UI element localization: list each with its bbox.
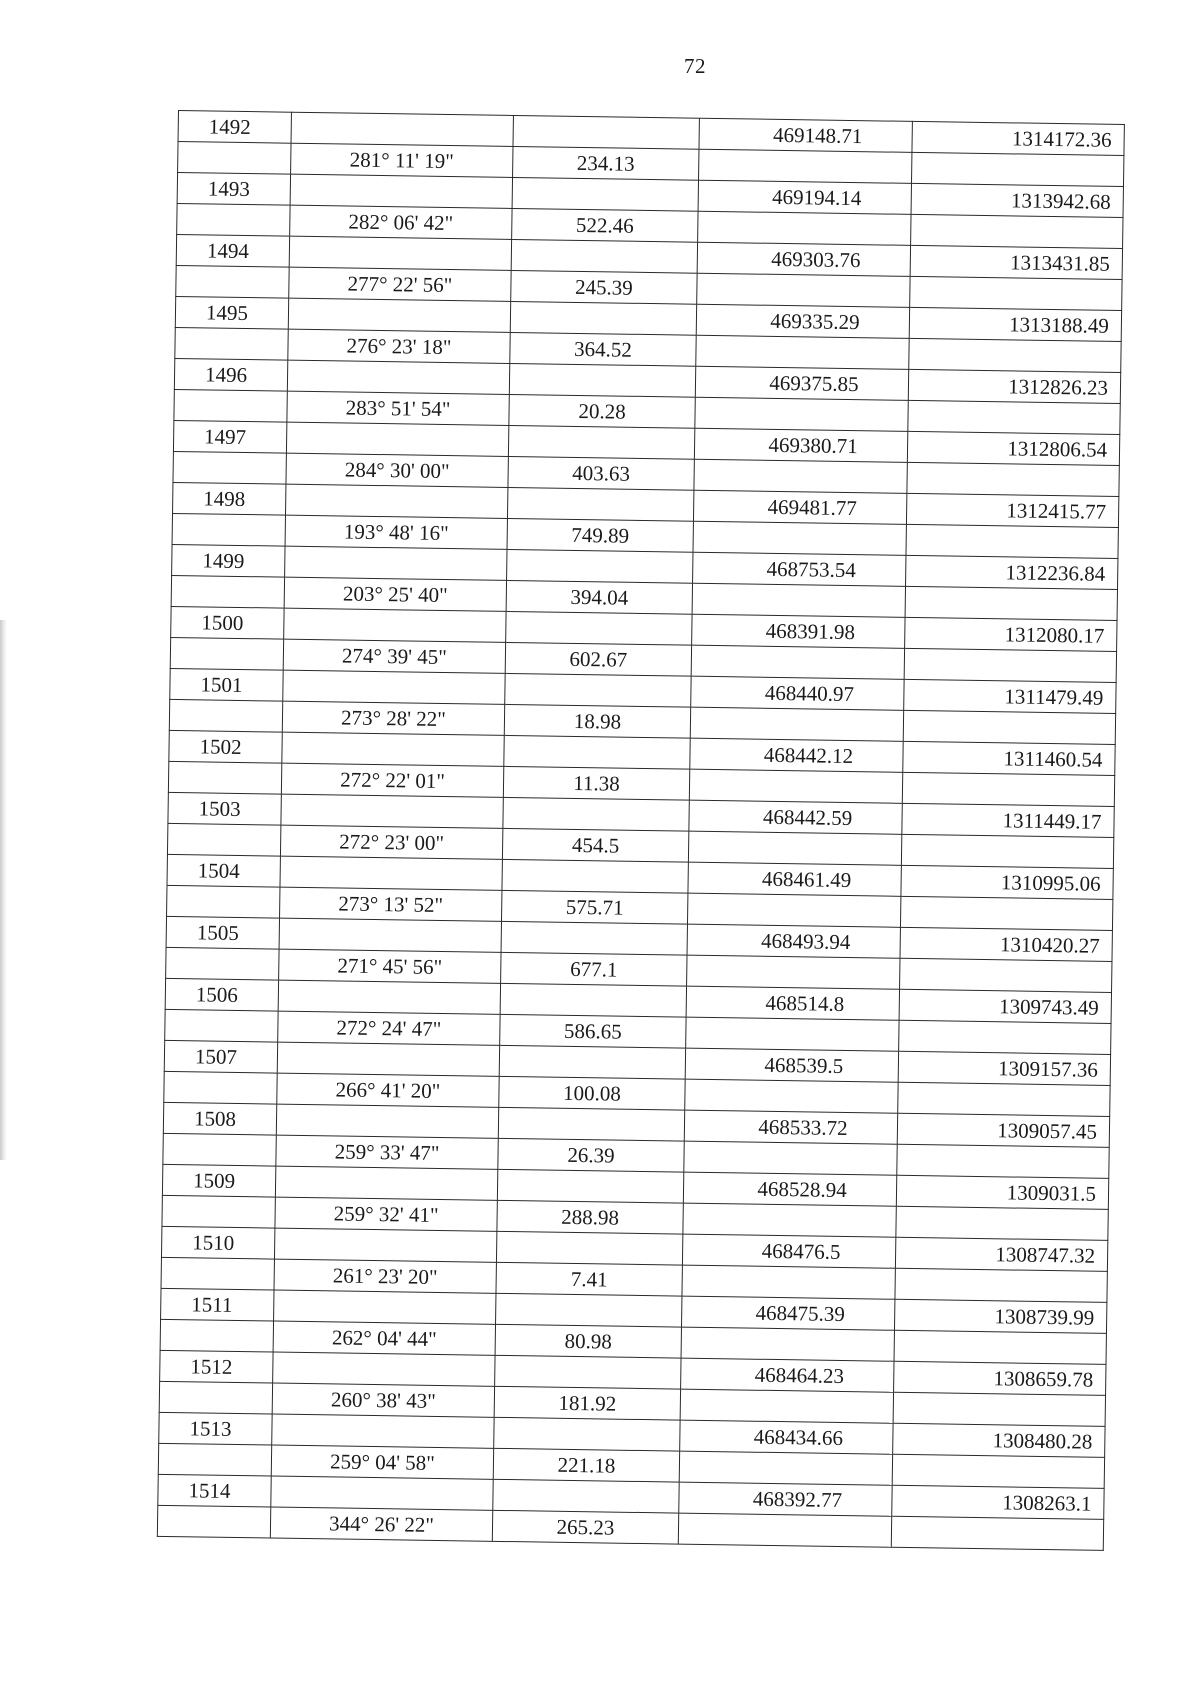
empty-cell bbox=[680, 1389, 893, 1423]
empty-cell bbox=[692, 583, 905, 617]
empty-cell bbox=[288, 298, 510, 332]
empty-cell bbox=[683, 1203, 896, 1237]
station-cell: 1509 bbox=[162, 1164, 275, 1197]
bearing-cell: 277° 22' 56" bbox=[289, 267, 511, 301]
empty-cell bbox=[278, 980, 500, 1014]
empty-cell bbox=[896, 1206, 1108, 1240]
empty-cell bbox=[907, 462, 1119, 496]
distance-cell: 749.89 bbox=[507, 518, 693, 552]
bearing-cell: 259° 33' 47" bbox=[276, 1135, 498, 1169]
northing-cell: 1313188.49 bbox=[909, 307, 1121, 341]
empty-cell bbox=[686, 1017, 899, 1051]
easting-cell: 468442.12 bbox=[690, 738, 903, 772]
empty-cell bbox=[500, 983, 686, 1017]
empty-cell bbox=[174, 389, 287, 422]
empty-cell bbox=[678, 1513, 891, 1547]
easting-cell: 468461.49 bbox=[688, 862, 901, 896]
empty-cell bbox=[172, 513, 285, 546]
empty-cell bbox=[173, 451, 286, 484]
bearing-cell: 193° 48' 16" bbox=[285, 515, 507, 549]
distance-cell: 181.92 bbox=[494, 1386, 680, 1420]
empty-cell bbox=[905, 586, 1117, 620]
empty-cell bbox=[501, 921, 687, 955]
empty-cell bbox=[689, 769, 902, 803]
empty-cell bbox=[497, 1169, 683, 1203]
empty-cell bbox=[695, 397, 908, 431]
empty-cell bbox=[694, 459, 907, 493]
easting-cell: 468476.5 bbox=[682, 1234, 895, 1268]
empty-cell bbox=[285, 546, 507, 580]
empty-cell bbox=[281, 794, 503, 828]
empty-cell bbox=[693, 521, 906, 555]
station-cell: 1511 bbox=[161, 1288, 274, 1321]
empty-cell bbox=[289, 236, 511, 270]
bearing-cell: 283° 51' 54" bbox=[287, 391, 509, 425]
distance-cell: 575.71 bbox=[501, 890, 687, 924]
distance-cell: 7.41 bbox=[496, 1262, 682, 1296]
bearing-cell: 284° 30' 00" bbox=[286, 453, 508, 487]
empty-cell bbox=[498, 1107, 684, 1141]
bearing-cell: 272° 24' 47" bbox=[278, 1011, 500, 1045]
empty-cell bbox=[510, 301, 696, 335]
empty-cell bbox=[158, 1443, 271, 1476]
empty-cell bbox=[282, 732, 504, 766]
station-cell: 1513 bbox=[159, 1412, 272, 1445]
bearing-cell: 282° 06' 42" bbox=[290, 205, 512, 239]
northing-cell: 1312415.77 bbox=[906, 493, 1118, 527]
empty-cell bbox=[895, 1268, 1107, 1302]
northing-cell: 1313431.85 bbox=[910, 245, 1122, 279]
station-cell: 1504 bbox=[167, 854, 280, 887]
scan-edge-shadow bbox=[0, 620, 7, 1160]
distance-cell: 80.98 bbox=[495, 1324, 681, 1358]
distance-cell: 602.67 bbox=[505, 642, 691, 676]
empty-cell bbox=[684, 1141, 897, 1175]
easting-cell: 468528.94 bbox=[683, 1172, 896, 1206]
easting-cell: 468539.5 bbox=[685, 1048, 898, 1082]
empty-cell bbox=[892, 1454, 1104, 1488]
empty-cell bbox=[507, 487, 693, 521]
bearing-cell: 274° 39' 45" bbox=[283, 639, 505, 673]
empty-cell bbox=[900, 896, 1112, 930]
empty-cell bbox=[272, 1414, 494, 1448]
easting-cell: 468391.98 bbox=[692, 614, 905, 648]
empty-cell bbox=[177, 203, 290, 236]
empty-cell bbox=[274, 1290, 496, 1324]
empty-cell bbox=[679, 1451, 892, 1485]
survey-table-container bbox=[157, 110, 1124, 1551]
empty-cell bbox=[495, 1355, 681, 1389]
empty-cell bbox=[894, 1330, 1106, 1364]
easting-cell: 468442.59 bbox=[689, 800, 902, 834]
easting-cell: 469380.71 bbox=[694, 428, 907, 462]
empty-cell bbox=[508, 425, 694, 459]
empty-cell bbox=[161, 1257, 274, 1290]
empty-cell bbox=[688, 831, 901, 865]
easting-cell: 469481.77 bbox=[693, 490, 906, 524]
empty-cell bbox=[284, 608, 506, 642]
empty-cell bbox=[698, 211, 911, 245]
bearing-cell: 266° 41' 20" bbox=[277, 1073, 499, 1107]
station-cell: 1502 bbox=[169, 730, 282, 763]
northing-cell: 1309031.5 bbox=[896, 1175, 1108, 1209]
northing-cell: 1311460.54 bbox=[903, 741, 1115, 775]
empty-cell bbox=[697, 273, 910, 307]
distance-cell: 26.39 bbox=[498, 1138, 684, 1172]
empty-cell bbox=[906, 524, 1118, 558]
empty-cell bbox=[903, 710, 1115, 744]
empty-cell bbox=[164, 1071, 277, 1104]
station-cell: 1494 bbox=[176, 234, 289, 267]
easting-cell: 468392.77 bbox=[679, 1482, 892, 1516]
bearing-cell: 272° 23' 00" bbox=[280, 825, 502, 859]
survey-coordinate-table bbox=[157, 110, 1125, 1551]
easting-cell: 468514.8 bbox=[686, 986, 899, 1020]
bearing-cell: 273° 28' 22" bbox=[282, 701, 504, 735]
station-cell: 1492 bbox=[178, 111, 291, 144]
bearing-cell: 273° 13' 52" bbox=[280, 887, 502, 921]
empty-cell bbox=[682, 1265, 895, 1299]
bearing-cell: 261° 23' 20" bbox=[274, 1259, 496, 1293]
empty-cell bbox=[505, 673, 691, 707]
empty-cell bbox=[507, 549, 693, 583]
distance-cell: 11.38 bbox=[503, 766, 689, 800]
empty-cell bbox=[496, 1293, 682, 1327]
northing-cell: 1308480.28 bbox=[893, 1423, 1105, 1457]
empty-cell bbox=[162, 1195, 275, 1228]
northing-cell: 1310995.06 bbox=[901, 865, 1113, 899]
distance-cell: 522.46 bbox=[512, 208, 698, 242]
empty-cell bbox=[908, 400, 1120, 434]
empty-cell bbox=[509, 363, 695, 397]
empty-cell bbox=[900, 958, 1112, 992]
station-cell: 1496 bbox=[174, 358, 287, 391]
northing-cell: 1312806.54 bbox=[907, 431, 1119, 465]
station-cell: 1500 bbox=[171, 606, 284, 639]
empty-cell bbox=[506, 611, 692, 645]
bearing-cell: 259° 32' 41" bbox=[275, 1197, 497, 1231]
distance-cell: 234.13 bbox=[513, 146, 699, 180]
empty-cell bbox=[274, 1228, 496, 1262]
empty-cell bbox=[901, 834, 1113, 868]
empty-cell bbox=[696, 335, 909, 369]
empty-cell bbox=[157, 1505, 270, 1538]
northing-cell: 1314172.36 bbox=[912, 121, 1124, 155]
northing-cell: 1308739.99 bbox=[894, 1299, 1106, 1333]
northing-cell: 1311449.17 bbox=[902, 803, 1114, 837]
empty-cell bbox=[167, 885, 280, 918]
bearing-cell: 281° 11' 19" bbox=[291, 143, 513, 177]
distance-cell: 586.65 bbox=[500, 1014, 686, 1048]
easting-cell: 468533.72 bbox=[684, 1110, 897, 1144]
empty-cell bbox=[170, 637, 283, 670]
easting-cell: 468475.39 bbox=[682, 1296, 895, 1330]
bearing-cell: 271° 45' 56" bbox=[279, 949, 501, 983]
northing-cell: 1309057.45 bbox=[897, 1113, 1109, 1147]
empty-cell bbox=[691, 645, 904, 679]
empty-cell bbox=[165, 1009, 278, 1042]
station-cell: 1514 bbox=[158, 1474, 271, 1507]
empty-cell bbox=[504, 735, 690, 769]
bearing-cell: 260° 38' 43" bbox=[272, 1383, 494, 1417]
station-cell: 1495 bbox=[175, 296, 288, 329]
distance-cell: 18.98 bbox=[504, 704, 690, 738]
empty-cell bbox=[496, 1231, 682, 1265]
bearing-cell: 259° 04' 58" bbox=[271, 1445, 493, 1479]
empty-cell bbox=[171, 575, 284, 608]
empty-cell bbox=[273, 1352, 495, 1386]
distance-cell: 265.23 bbox=[492, 1510, 678, 1544]
easting-cell: 468753.54 bbox=[693, 552, 906, 586]
empty-cell bbox=[891, 1516, 1103, 1550]
empty-cell bbox=[159, 1381, 272, 1414]
empty-cell bbox=[160, 1319, 273, 1352]
station-cell: 1497 bbox=[173, 420, 286, 453]
distance-cell: 288.98 bbox=[497, 1200, 683, 1234]
northing-cell: 1308747.32 bbox=[895, 1237, 1107, 1271]
easting-cell: 469194.14 bbox=[698, 180, 911, 214]
station-cell: 1506 bbox=[165, 978, 278, 1011]
station-cell: 1493 bbox=[177, 173, 290, 206]
bearing-cell: 344° 26' 22" bbox=[270, 1507, 492, 1541]
bearing-cell: 262° 04' 44" bbox=[273, 1321, 495, 1355]
bearing-cell: 203° 25' 40" bbox=[284, 577, 506, 611]
empty-cell bbox=[283, 670, 505, 704]
northing-cell: 1313942.68 bbox=[911, 183, 1123, 217]
empty-cell bbox=[275, 1166, 497, 1200]
northing-cell: 1308263.1 bbox=[892, 1485, 1104, 1519]
empty-cell bbox=[502, 859, 688, 893]
distance-cell: 403.63 bbox=[508, 456, 694, 490]
bearing-cell: 276° 23' 18" bbox=[288, 329, 510, 363]
empty-cell bbox=[178, 142, 291, 175]
empty-cell bbox=[699, 149, 912, 183]
empty-cell bbox=[279, 918, 501, 952]
empty-cell bbox=[163, 1133, 276, 1166]
empty-cell bbox=[690, 707, 903, 741]
distance-cell: 100.08 bbox=[499, 1076, 685, 1110]
empty-cell bbox=[280, 856, 502, 890]
empty-cell bbox=[910, 276, 1122, 310]
empty-cell bbox=[291, 112, 513, 146]
northing-cell: 1310420.27 bbox=[900, 927, 1112, 961]
empty-cell bbox=[685, 1079, 898, 1113]
empty-cell bbox=[899, 1020, 1111, 1054]
empty-cell bbox=[271, 1476, 493, 1510]
empty-cell bbox=[687, 893, 900, 927]
empty-cell bbox=[175, 327, 288, 360]
empty-cell bbox=[911, 152, 1123, 186]
easting-cell: 468493.94 bbox=[687, 924, 900, 958]
northing-cell: 1309743.49 bbox=[899, 989, 1111, 1023]
empty-cell bbox=[287, 360, 509, 394]
empty-cell bbox=[277, 1042, 499, 1076]
northing-cell: 1312826.23 bbox=[908, 369, 1120, 403]
empty-cell bbox=[166, 947, 279, 980]
northing-cell: 1312080.17 bbox=[905, 617, 1117, 651]
station-cell: 1512 bbox=[160, 1350, 273, 1383]
empty-cell bbox=[494, 1417, 680, 1451]
station-cell: 1510 bbox=[161, 1226, 274, 1259]
northing-cell: 1309157.36 bbox=[898, 1051, 1110, 1085]
easting-cell: 468440.97 bbox=[691, 676, 904, 710]
distance-cell: 245.39 bbox=[511, 270, 697, 304]
easting-cell: 469375.85 bbox=[695, 366, 908, 400]
empty-cell bbox=[681, 1327, 894, 1361]
easting-cell: 468434.66 bbox=[680, 1420, 893, 1454]
station-cell: 1508 bbox=[163, 1102, 276, 1135]
empty-cell bbox=[909, 338, 1121, 372]
empty-cell bbox=[276, 1104, 498, 1138]
empty-cell bbox=[512, 177, 698, 211]
station-cell: 1498 bbox=[173, 482, 286, 515]
distance-cell: 364.52 bbox=[510, 332, 696, 366]
station-cell: 1499 bbox=[172, 544, 285, 577]
empty-cell bbox=[897, 1144, 1109, 1178]
empty-cell bbox=[286, 422, 508, 456]
distance-cell: 677.1 bbox=[501, 952, 687, 986]
station-cell: 1501 bbox=[170, 668, 283, 701]
empty-cell bbox=[911, 214, 1123, 248]
northing-cell: 1311479.49 bbox=[904, 679, 1116, 713]
bearing-cell: 272° 22' 01" bbox=[281, 763, 503, 797]
easting-cell: 468464.23 bbox=[681, 1358, 894, 1392]
distance-cell: 394.04 bbox=[506, 580, 692, 614]
empty-cell bbox=[687, 955, 900, 989]
empty-cell bbox=[290, 174, 512, 208]
page-number: 72 bbox=[684, 54, 706, 78]
station-cell: 1505 bbox=[166, 916, 279, 949]
distance-cell: 20.28 bbox=[509, 394, 695, 428]
empty-cell bbox=[176, 265, 289, 298]
empty-cell bbox=[904, 648, 1116, 682]
empty-cell bbox=[893, 1392, 1105, 1426]
empty-cell bbox=[898, 1082, 1110, 1116]
northing-cell: 1312236.84 bbox=[906, 555, 1118, 589]
table-body bbox=[157, 111, 1124, 1551]
empty-cell bbox=[169, 699, 282, 732]
easting-cell: 469303.76 bbox=[697, 242, 910, 276]
empty-cell bbox=[513, 115, 699, 149]
empty-cell bbox=[902, 772, 1114, 806]
station-cell: 1507 bbox=[164, 1040, 277, 1073]
empty-cell bbox=[167, 823, 280, 856]
empty-cell bbox=[503, 797, 689, 831]
empty-cell bbox=[511, 239, 697, 273]
empty-cell bbox=[493, 1479, 679, 1513]
station-cell: 1503 bbox=[168, 792, 281, 825]
northing-cell: 1308659.78 bbox=[894, 1361, 1106, 1395]
easting-cell: 469335.29 bbox=[696, 304, 909, 338]
easting-cell: 469148.71 bbox=[699, 118, 912, 152]
empty-cell bbox=[499, 1045, 685, 1079]
distance-cell: 221.18 bbox=[493, 1448, 679, 1482]
empty-cell bbox=[286, 484, 508, 518]
empty-cell bbox=[168, 761, 281, 794]
distance-cell: 454.5 bbox=[502, 828, 688, 862]
